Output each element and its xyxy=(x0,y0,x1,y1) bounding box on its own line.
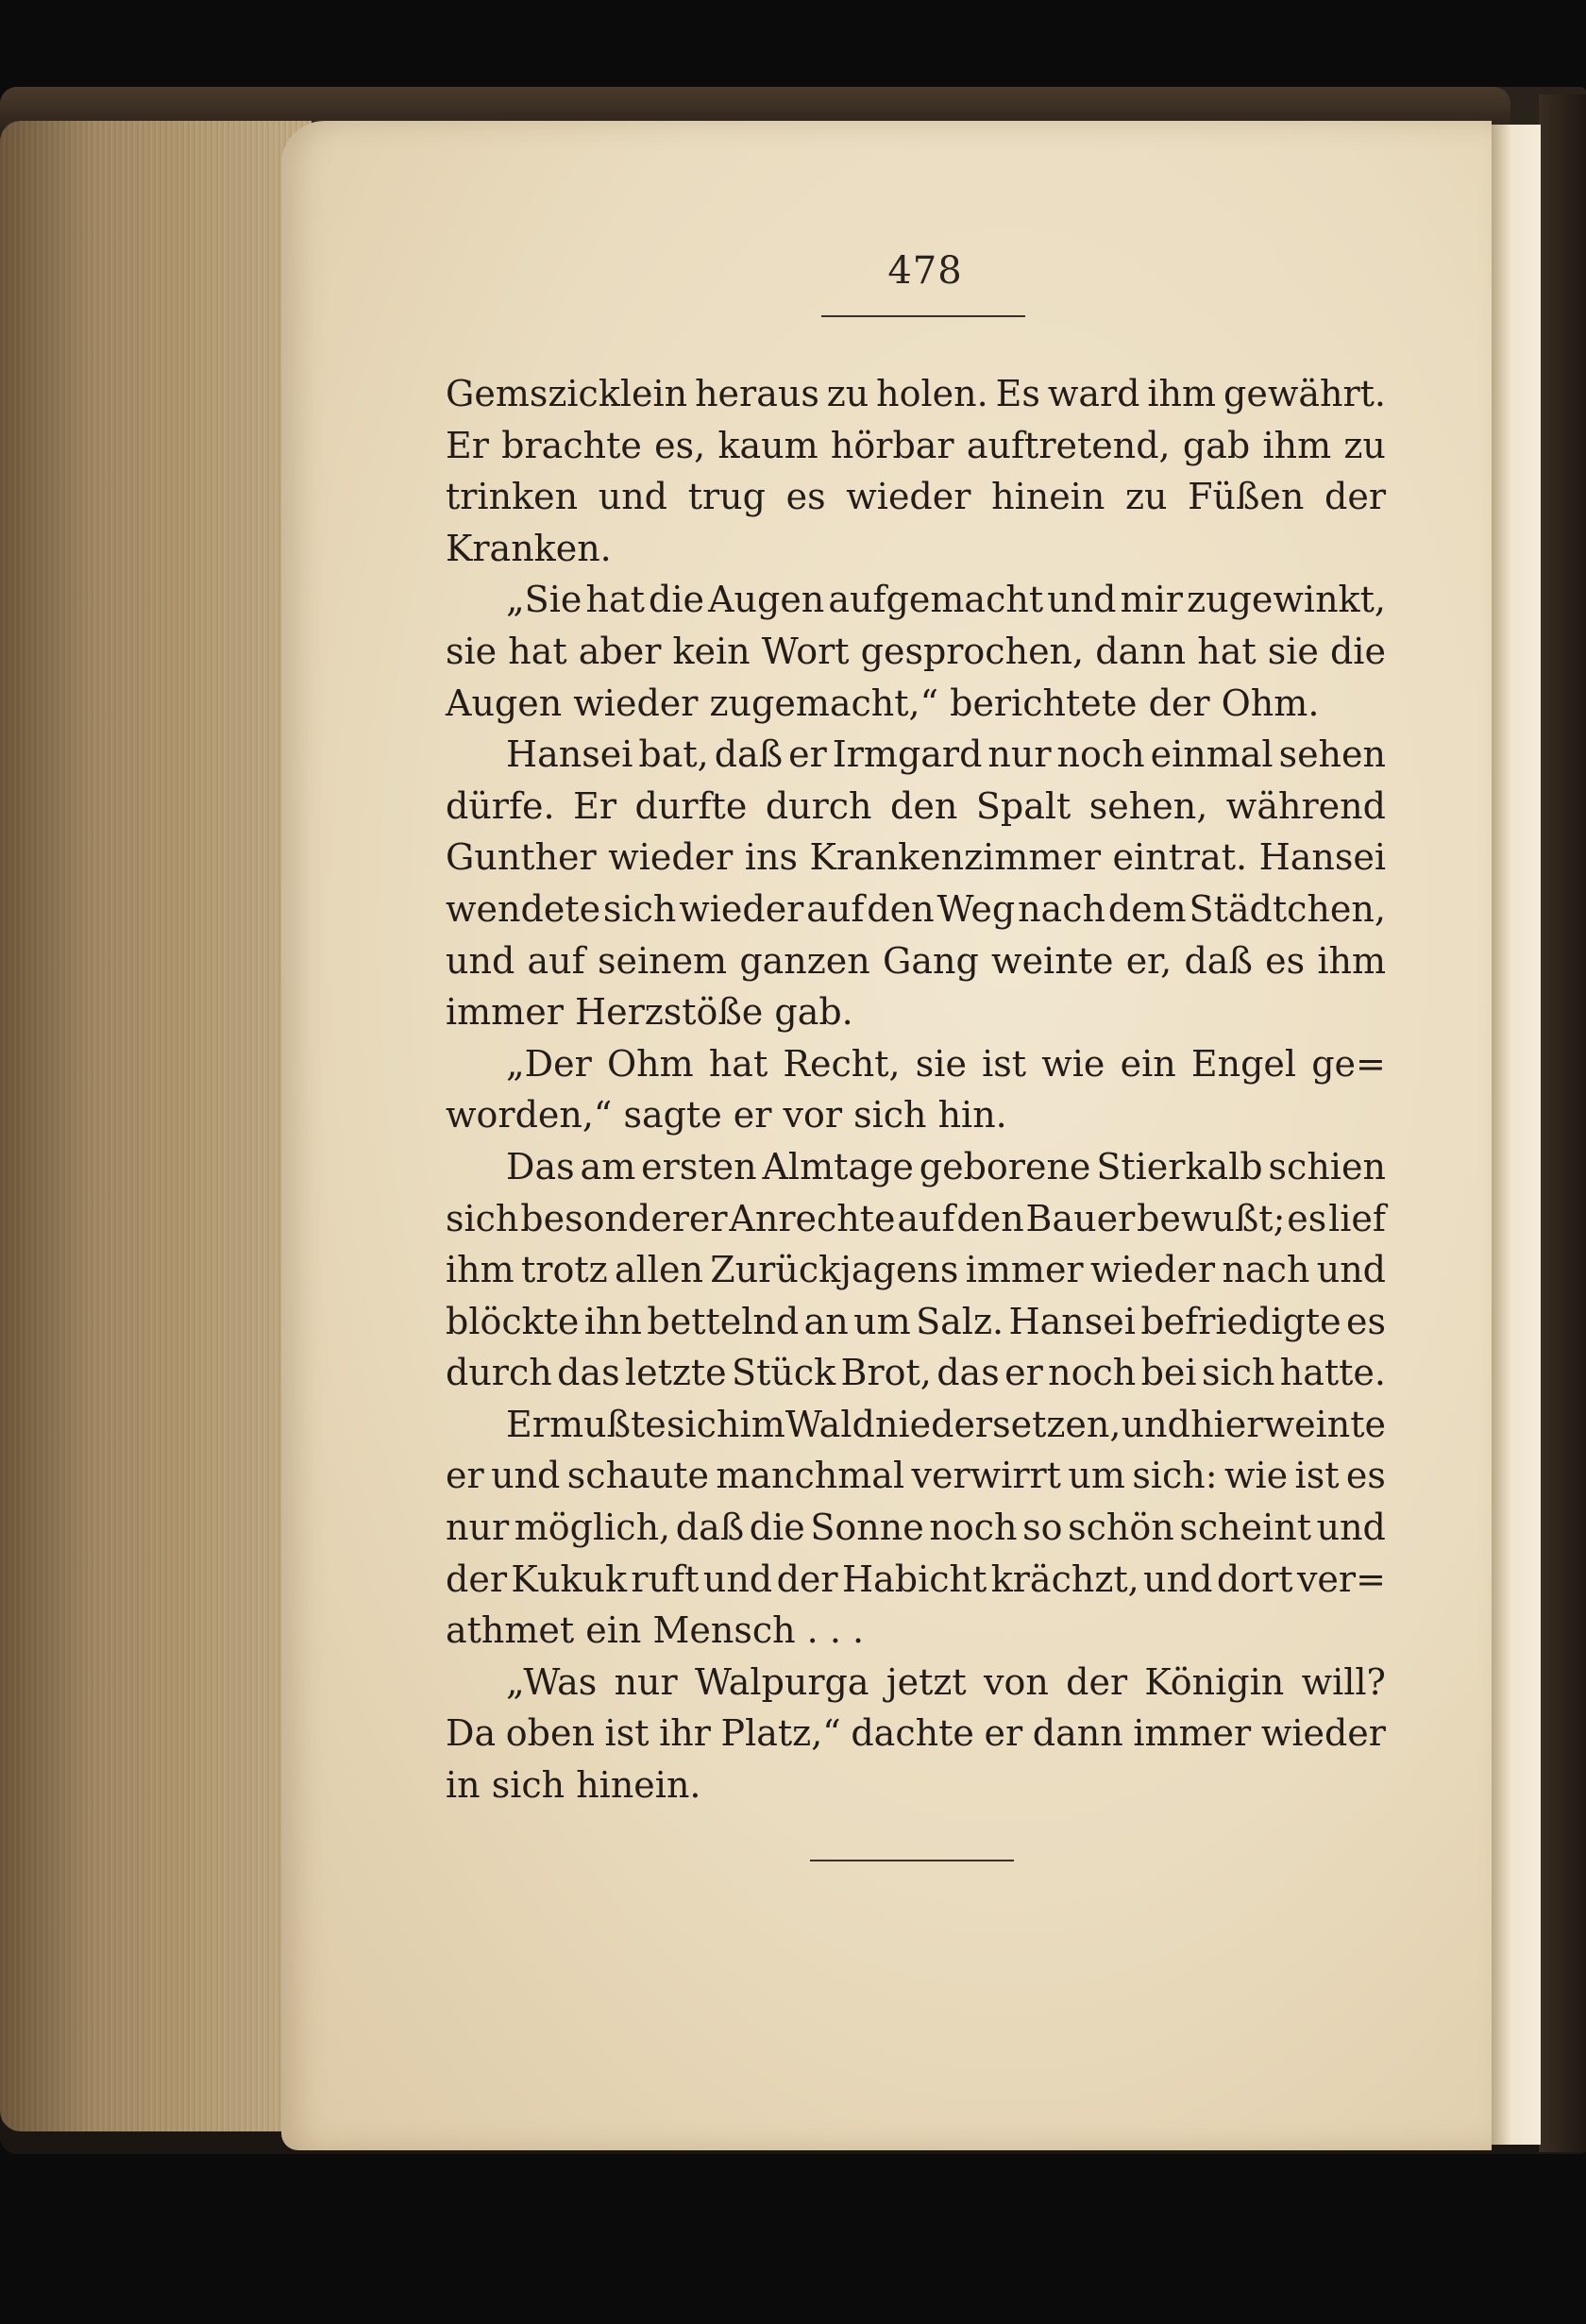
text-word: Walpurga xyxy=(695,1660,869,1703)
text-word: seinem xyxy=(597,939,728,982)
text-word: Gemszicklein xyxy=(446,373,688,414)
text-word: es, xyxy=(654,424,706,466)
text-word: noch xyxy=(929,1507,1018,1549)
text-word: Zurückjagens xyxy=(710,1249,959,1291)
text-word: Irmgard xyxy=(832,733,983,776)
text-word: und xyxy=(702,1558,773,1600)
text-word: und xyxy=(1316,1507,1386,1549)
text-word: wie xyxy=(1223,1455,1289,1497)
text-word: gewährt. xyxy=(1223,373,1386,414)
text-word: Salz. xyxy=(916,1300,1004,1342)
text-word: ist xyxy=(604,1712,650,1755)
text-word: Ohm xyxy=(606,1042,694,1085)
text-word: lief xyxy=(1328,1197,1386,1239)
text-word: Engel xyxy=(1190,1042,1297,1085)
text-word: auf xyxy=(527,939,585,982)
text-line xyxy=(446,1141,1386,1193)
text-word: während xyxy=(1225,784,1386,827)
text-word: wieder xyxy=(1089,1249,1216,1291)
text-word: es xyxy=(1346,1300,1386,1342)
section-end-rule xyxy=(810,1860,1014,1861)
text-word: möglich, xyxy=(514,1507,671,1549)
text-word: Er xyxy=(573,784,617,827)
text-word: hier xyxy=(1190,1403,1264,1445)
text-word: verwirrt xyxy=(911,1455,1061,1497)
text-word: auf xyxy=(806,887,865,930)
text-word: Hansei xyxy=(1008,1300,1136,1342)
text-word: befriedigte xyxy=(1140,1300,1341,1342)
text-word: es xyxy=(1287,1197,1327,1239)
text-word: „Sie xyxy=(506,579,582,621)
text-word: bat, xyxy=(638,733,709,776)
text-word: krächzt, xyxy=(990,1558,1139,1600)
text-word: durch xyxy=(446,1352,552,1394)
text-word: Weg xyxy=(936,887,1016,930)
text-word: dann xyxy=(1032,1712,1123,1755)
text-word: immer xyxy=(965,1249,1084,1291)
header-rule xyxy=(821,315,1025,317)
text-word: ihr xyxy=(659,1712,711,1755)
text-word: der xyxy=(1066,1660,1128,1703)
text-word: hörbar xyxy=(830,424,954,466)
book-cover-right xyxy=(1539,94,1586,2152)
text-line xyxy=(446,1399,1386,1451)
text-word: ge= xyxy=(1311,1042,1386,1085)
text-word: nach xyxy=(1222,1249,1310,1291)
text-line xyxy=(446,884,1386,935)
text-word: um xyxy=(1068,1455,1125,1497)
text-word: ward xyxy=(1047,373,1140,414)
text-word: „Der xyxy=(506,1042,592,1085)
text-word: er xyxy=(984,1712,1023,1755)
text-word: sie xyxy=(915,1042,967,1085)
text-word: kaum xyxy=(717,424,818,466)
text-word: und xyxy=(598,476,668,518)
text-word: besonderer xyxy=(520,1197,728,1239)
text-word: schön xyxy=(1068,1507,1174,1549)
text-word: auftretend, xyxy=(966,424,1171,466)
text-word: kein xyxy=(672,630,751,672)
text-word: und xyxy=(1047,579,1117,621)
text-word: aufgemacht xyxy=(828,579,1044,621)
text-word: durfte xyxy=(634,784,748,827)
text-line xyxy=(446,1038,1386,1090)
text-word: die xyxy=(749,1507,805,1549)
text-line xyxy=(446,1657,1386,1709)
text-word: ganzen xyxy=(739,939,870,982)
text-word: den xyxy=(867,887,935,930)
text-word: dem xyxy=(1107,887,1187,930)
text-word: blöckte xyxy=(446,1300,580,1342)
text-word: den xyxy=(956,1197,1024,1239)
text-word: aber xyxy=(578,630,662,672)
text-word: ihm xyxy=(446,1249,515,1291)
text-word: einmal xyxy=(1150,733,1274,776)
text-word: ins xyxy=(744,836,798,879)
text-word: Wort xyxy=(761,630,850,672)
text-line: Augen wieder zugemacht,“ berichtete der Ohm. xyxy=(446,682,1320,724)
text-word: Anrechte xyxy=(729,1197,896,1239)
text-word: die xyxy=(649,579,704,621)
text-line xyxy=(446,781,1386,833)
text-word: das xyxy=(557,1352,620,1394)
text-word: Spalt xyxy=(975,784,1071,827)
body-text xyxy=(446,368,1386,1811)
text-word: daß xyxy=(675,1507,745,1549)
text-line xyxy=(446,729,1386,781)
text-word: schaute xyxy=(566,1455,709,1497)
text-word: nur xyxy=(446,1507,510,1549)
text-word: will? xyxy=(1301,1660,1386,1703)
text-word: holen. xyxy=(876,373,988,414)
text-word: ist xyxy=(982,1042,1027,1085)
text-word: ihm xyxy=(1317,939,1386,982)
text-word: heraus xyxy=(695,373,819,414)
text-word: immer xyxy=(1133,1712,1252,1755)
text-word: und xyxy=(1121,1403,1190,1445)
text-line xyxy=(446,574,1386,626)
text-word: zu xyxy=(1124,476,1168,518)
text-word: wieder xyxy=(679,887,804,930)
text-word: der xyxy=(1324,476,1386,518)
text-word: hat xyxy=(508,630,567,672)
text-word: sie xyxy=(1267,630,1319,672)
text-word: gab xyxy=(1182,424,1251,466)
text-word: der xyxy=(776,1558,838,1600)
text-word: im xyxy=(739,1403,785,1445)
text-word: weinte xyxy=(991,939,1114,982)
text-word: den xyxy=(890,784,958,827)
text-word: so xyxy=(1022,1507,1063,1549)
text-word: er xyxy=(446,1455,484,1497)
text-word: scheint xyxy=(1179,1507,1311,1549)
text-word: brachte xyxy=(501,424,642,466)
text-line: worden,“ sagte er vor sich hin. xyxy=(446,1094,1007,1137)
text-word: sich: xyxy=(1132,1455,1218,1497)
text-word: hinein xyxy=(991,476,1105,518)
text-word: Hansei xyxy=(506,733,633,776)
text-word: hat xyxy=(708,1042,768,1085)
text-word: trinken xyxy=(446,476,579,518)
text-word: sehen, xyxy=(1088,784,1208,827)
text-line xyxy=(446,1193,1386,1245)
text-word: sich xyxy=(666,1403,740,1445)
text-word: Stück xyxy=(732,1352,836,1394)
text-word: noch xyxy=(1056,733,1145,776)
text-word: und xyxy=(1143,1558,1213,1600)
text-word: sich xyxy=(1201,1352,1275,1394)
text-word: und xyxy=(446,939,515,982)
text-word: an xyxy=(803,1300,849,1342)
text-word: wie xyxy=(1041,1042,1105,1085)
text-word: allen xyxy=(615,1249,703,1291)
text-line: in sich hinein. xyxy=(446,1764,701,1807)
text-word: ver= xyxy=(1296,1558,1386,1600)
text-line xyxy=(446,1450,1386,1502)
text-word: ihn xyxy=(583,1300,642,1342)
text-word: ihm xyxy=(1147,373,1217,414)
page-fore-edge xyxy=(0,121,312,2131)
text-word: ersten xyxy=(641,1145,757,1187)
text-word: er, xyxy=(1125,939,1173,982)
text-word: es xyxy=(1345,1455,1386,1497)
text-word: ist xyxy=(1294,1455,1340,1497)
text-word: Almtage xyxy=(762,1145,914,1187)
text-word: sich xyxy=(602,887,677,930)
text-line xyxy=(446,471,1386,523)
text-word: zu xyxy=(826,373,869,414)
text-word: dachte xyxy=(851,1712,974,1755)
text-word: daß xyxy=(1184,939,1253,982)
text-word: letzte xyxy=(624,1352,727,1394)
text-word: hatte. xyxy=(1279,1352,1386,1394)
text-word: sehen xyxy=(1278,733,1386,776)
text-word: jetzt xyxy=(886,1660,967,1703)
text-word: Bauer xyxy=(1025,1197,1136,1239)
text-line xyxy=(446,1502,1386,1554)
text-line xyxy=(446,1554,1386,1606)
text-word: der xyxy=(446,1558,507,1600)
text-word: Königin xyxy=(1144,1660,1285,1703)
text-word: Kukuk xyxy=(511,1558,627,1600)
text-word: Städtchen, xyxy=(1189,887,1386,930)
text-word: noch xyxy=(1048,1352,1137,1394)
text-word: Platz,“ xyxy=(720,1712,841,1755)
text-word: und xyxy=(491,1455,561,1497)
text-line xyxy=(446,626,1386,678)
text-word: mußte xyxy=(549,1403,666,1445)
text-word: geborene xyxy=(919,1145,1091,1187)
text-word: hat xyxy=(1197,630,1257,672)
text-word: Er xyxy=(446,424,489,466)
text-word: Da xyxy=(446,1712,497,1755)
text-word: sich xyxy=(446,1197,519,1239)
text-word: bei xyxy=(1140,1352,1197,1394)
text-word: Wald xyxy=(785,1403,875,1445)
text-word: dürfe. xyxy=(446,784,555,827)
text-word: zugewinkt, xyxy=(1187,579,1386,621)
text-word: Gang xyxy=(883,939,979,982)
text-word: sie xyxy=(446,630,498,672)
text-word: Hansei xyxy=(1258,836,1386,879)
text-word: Recht, xyxy=(783,1042,901,1085)
text-word: oben xyxy=(505,1712,595,1755)
text-word: durch xyxy=(765,784,872,827)
text-word: Brot, xyxy=(840,1352,932,1394)
text-word: bettelnd xyxy=(647,1300,800,1342)
text-word: gesprochen, xyxy=(860,630,1085,672)
text-word: er xyxy=(1004,1352,1043,1394)
text-word: schien xyxy=(1268,1145,1386,1187)
text-word: dort xyxy=(1216,1558,1293,1600)
text-word: Stierkalb xyxy=(1096,1145,1263,1187)
text-word: Er xyxy=(506,1403,549,1445)
text-word: wieder xyxy=(608,836,734,879)
text-word: es xyxy=(785,476,826,518)
text-word: trotz xyxy=(521,1249,608,1291)
text-word: Augen xyxy=(708,579,825,621)
text-line xyxy=(446,1244,1386,1296)
facing-page-edge xyxy=(1490,125,1541,2145)
text-word: ihm xyxy=(1262,424,1332,466)
text-word: auf xyxy=(897,1197,955,1239)
text-word: die xyxy=(1329,630,1386,672)
text-word: das xyxy=(936,1352,1000,1394)
text-line xyxy=(446,420,1386,472)
text-word: bewußt; xyxy=(1137,1197,1286,1239)
text-line xyxy=(446,1347,1386,1399)
text-word: nur xyxy=(987,733,1052,776)
text-line xyxy=(446,935,1386,987)
text-word: nach xyxy=(1018,887,1105,930)
text-line xyxy=(446,368,1386,420)
text-word: am xyxy=(580,1145,636,1187)
page-number: 478 xyxy=(887,249,963,293)
text-word: Sonne xyxy=(810,1507,924,1549)
text-line: Kranken. xyxy=(446,527,612,569)
text-word: von xyxy=(983,1660,1049,1703)
text-word: Das xyxy=(506,1145,575,1187)
text-word: zu xyxy=(1343,424,1386,466)
text-word: „Was xyxy=(506,1660,598,1703)
text-word: Füßen xyxy=(1188,476,1305,518)
text-word: hat xyxy=(585,579,645,621)
text-line xyxy=(446,1296,1386,1348)
text-word: wendete xyxy=(446,887,601,930)
text-word: mir xyxy=(1120,579,1183,621)
text-word: und xyxy=(1316,1249,1386,1291)
text-word: ein xyxy=(1120,1042,1176,1085)
text-word: Es xyxy=(995,373,1040,414)
text-word: weinte xyxy=(1263,1403,1386,1445)
text-word: ruft xyxy=(631,1558,700,1600)
text-word: dann xyxy=(1095,630,1187,672)
text-line: athmet ein Mensch . . . xyxy=(446,1609,865,1652)
text-word: nur xyxy=(614,1660,678,1703)
text-word: niedersetzen, xyxy=(875,1403,1122,1445)
text-word: daß xyxy=(714,733,784,776)
text-word: Krankenzimmer xyxy=(809,836,1102,879)
text-line xyxy=(446,832,1386,884)
text-word: um xyxy=(853,1300,911,1342)
text-word: wieder xyxy=(1260,1712,1386,1755)
text-word: Gunther xyxy=(446,836,597,879)
text-word: trug xyxy=(687,476,766,518)
text-word: es xyxy=(1265,939,1306,982)
text-word: Habicht xyxy=(841,1558,987,1600)
text-word: eintrat. xyxy=(1112,836,1248,879)
text-line: immer Herzstöße gab. xyxy=(446,991,853,1034)
text-word: wieder xyxy=(846,476,971,518)
text-line xyxy=(446,1708,1386,1760)
text-word: manchmal xyxy=(716,1455,905,1497)
text-word: er xyxy=(788,733,827,776)
